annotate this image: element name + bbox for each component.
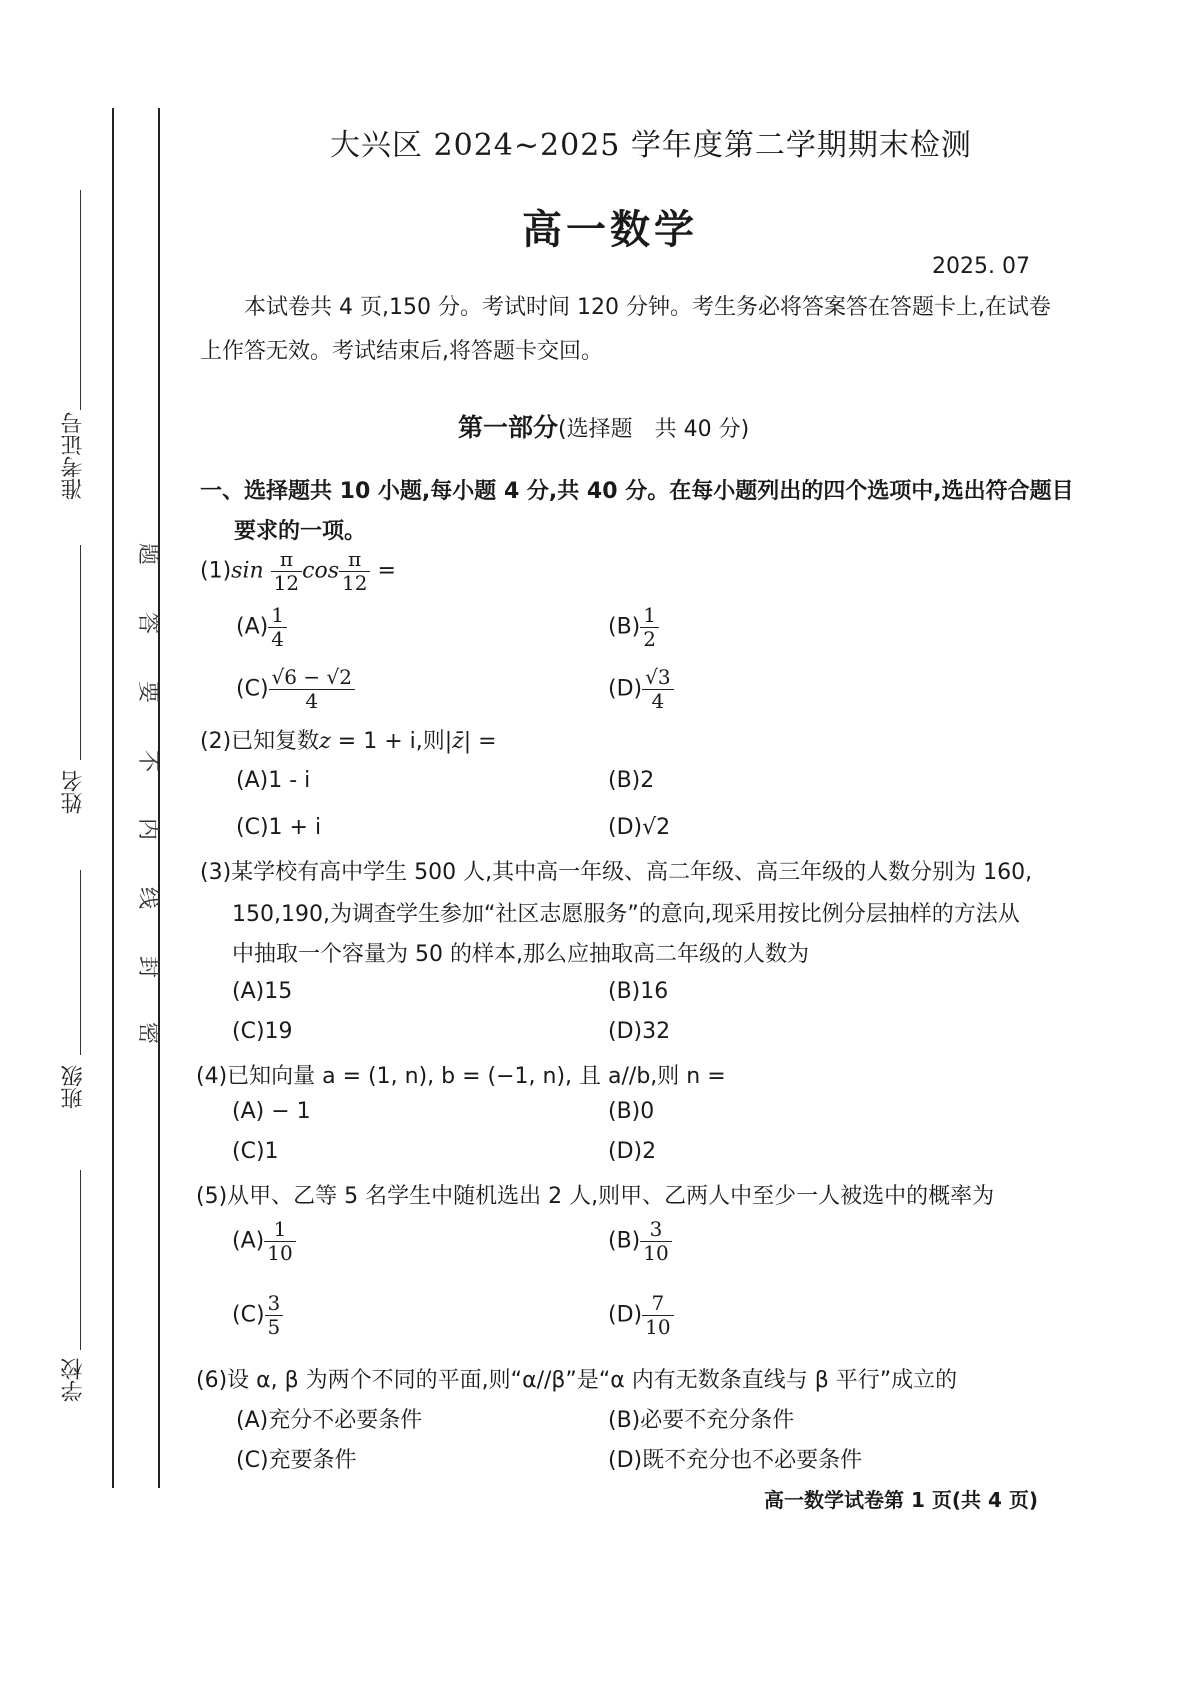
part-heading-sub: (选择题 共 40 分): [558, 417, 750, 442]
margin-rule-inner: [112, 108, 114, 1488]
q5-option-a: (A) $\frac{1}{10}$: [232, 1218, 296, 1265]
q3-option-b: (B)16: [608, 979, 669, 1004]
exam-date: 2025. 07: [932, 254, 1030, 279]
page-footer: 高一数学试卷第 1 页(共 4 页): [764, 1488, 1038, 1512]
pi-over-12-b: $\frac{\pi}{12}$: [339, 548, 370, 595]
seal-char-2: 封: [138, 952, 161, 978]
q2-option-b: (B)2: [608, 768, 655, 793]
cos-text: cos: [302, 558, 339, 584]
question-3-line-3: 中抽取一个容量为 50 的样本,那么应抽取高二年级的人数为: [232, 942, 809, 967]
q5-option-c: (C) $\frac{3}{5}$: [232, 1292, 283, 1339]
instructions-line-2: 上作答无效。考试结束后,将答题卡交回。: [200, 339, 603, 364]
q2-option-a: (A)1 - i: [236, 768, 311, 793]
q4-option-a: (A) − 1: [232, 1099, 311, 1124]
question-3-line-1: (3)某学校有高中学生 500 人,其中高一年级、高二年级、高三年级的人数分别为 160,: [200, 860, 1033, 885]
q6-option-b: (B)必要不充分条件: [608, 1408, 795, 1433]
seal-char-5: 不: [138, 746, 161, 772]
seal-char-3: 线: [138, 883, 161, 909]
question-6-stem: (6)设 α, β 为两个不同的平面,则“α//β”是“α 内有无数条直线与 β 平行”成立的: [196, 1368, 958, 1393]
sin-text: sin: [231, 558, 264, 584]
exam-number-label: 准考证号: [61, 412, 86, 500]
q1-option-a: (A) $\frac{1}{4}$: [236, 604, 287, 651]
question-5-stem: (5)从甲、乙等 5 名学生中随机选出 2 人,则甲、乙两人中至少一人被选中的概率为: [196, 1184, 995, 1209]
class-label: 班级: [61, 1065, 86, 1109]
question-1-label: (1): [200, 558, 232, 584]
name-blank: [80, 545, 81, 760]
q4-option-b: (B)0: [608, 1099, 655, 1124]
seal-char-6: 要: [138, 677, 161, 703]
q4-option-c: (C)1: [232, 1139, 279, 1164]
q2-option-d: (D)√2: [608, 815, 671, 840]
q4-option-d: (D)2: [608, 1139, 657, 1164]
q6-option-d: (D)既不充分也不必要条件: [608, 1448, 863, 1473]
school-label: 学校: [61, 1358, 86, 1402]
class-blank: [80, 870, 81, 1055]
q1-option-b: (B) $\frac{1}{2}$: [608, 604, 659, 651]
seal-char-7: 答: [138, 608, 161, 634]
q6-option-a: (A)充分不必要条件: [236, 1408, 423, 1433]
equals-sign: =: [377, 558, 396, 584]
question-2-stem: (2)已知复数z = 1 + i,则|z̄| =: [200, 729, 497, 754]
q1-option-c: (C) $\frac{√6 - √2}{4}$: [236, 666, 355, 713]
section-intro-line-1: 一、选择题共 10 小题,每小题 4 分,共 40 分。在每小题列出的四个选项中,选出符合题目: [200, 479, 1074, 504]
seal-char-8: 题: [138, 539, 161, 565]
q1-option-d: (D) $\frac{√3}{4}$: [608, 666, 674, 713]
question-3-line-2: 150,190,为调查学生参加“社区志愿服务”的意向,现采用按比例分层抽样的方法从: [232, 902, 1020, 927]
pi-over-12-a: $\frac{\pi}{12}$: [271, 548, 302, 595]
name-label: 姓名: [61, 770, 86, 814]
q3-option-c: (C)19: [232, 1019, 293, 1044]
q5-option-b: (B) $\frac{3}{10}$: [608, 1218, 672, 1265]
margin-rule-outer: [158, 108, 160, 1488]
school-blank: [80, 1170, 81, 1350]
question-4-stem: (4)已知向量 a = (1, n), b = (−1, n), 且 a//b,则 n =: [196, 1064, 726, 1089]
q5-option-d: (D) $\frac{7}{10}$: [608, 1292, 674, 1339]
part-heading: [458, 408, 749, 444]
question-1-stem: [200, 548, 396, 595]
section-intro-line-2: 要求的一项。: [234, 519, 367, 544]
instructions-line-1: 本试卷共 4 页,150 分。考试时间 120 分钟。考生务必将答案答在答题卡上,在试卷: [244, 295, 1051, 320]
exam-number-blank: [80, 190, 81, 410]
q2-option-c: (C)1 + i: [236, 815, 322, 840]
subject-title: 高一数学: [522, 207, 698, 253]
part-heading-title: 第一部分: [458, 413, 559, 442]
exam-title: 大兴区 2024~2025 学年度第二学期期末检测: [330, 128, 972, 163]
seal-char-1: 密: [138, 1018, 161, 1044]
q3-option-a: (A)15: [232, 979, 293, 1004]
q6-option-c: (C)充要条件: [236, 1448, 357, 1473]
seal-char-4: 内: [138, 814, 161, 840]
q3-option-d: (D)32: [608, 1019, 671, 1044]
